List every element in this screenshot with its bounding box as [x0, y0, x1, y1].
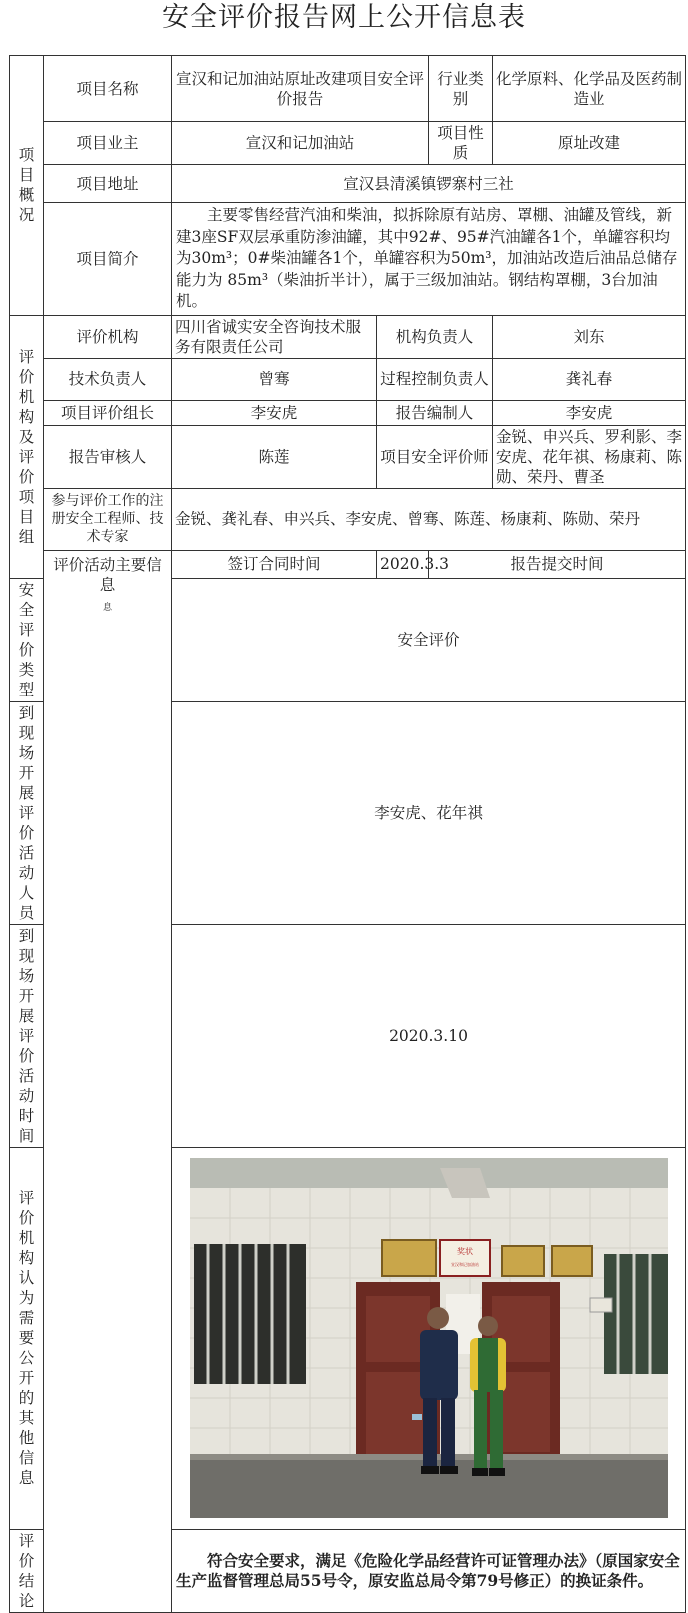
staff-label: 到现场开展评价活动人员: [10, 701, 44, 924]
reviewer-label: 报告审核人: [44, 425, 172, 488]
type-value: 安全评价: [172, 578, 686, 701]
leader-label: 项目评价组长: [44, 400, 172, 425]
project-name-value: 宣汉和记加油站原址改建项目安全评价报告: [172, 56, 429, 122]
industry-label: 行业类别: [429, 56, 493, 122]
submit-label: 报告提交时间: [429, 550, 686, 578]
nature-value: 原址改建: [493, 122, 686, 165]
process-label: 过程控制负责人: [377, 358, 493, 400]
info-table: [9, 55, 686, 1613]
head-value: 刘东: [493, 315, 686, 358]
staff-value: 李安虎、花年祺: [172, 701, 686, 924]
time-value: 2020.3.10: [172, 924, 686, 1147]
section-activity-small: 息: [102, 602, 112, 613]
time-label: 到现场开展评价活动时间: [10, 924, 44, 1147]
industry-value: 化学原料、化学品及医药制造业: [493, 56, 686, 122]
nature-label: 项目性质: [429, 122, 493, 165]
photo-cell: [172, 1147, 686, 1529]
contract-value: 2020.3.3: [377, 550, 429, 578]
address-label: 项目地址: [44, 165, 172, 203]
section-activity-text: 评价活动主要信息: [53, 555, 162, 594]
owner-label: 项目业主: [44, 122, 172, 165]
plaque-text: 奖状: [456, 1247, 473, 1256]
plaque-sub: 宣汉和记加油站: [450, 1262, 479, 1267]
owner-value: 宣汉和记加油站: [172, 122, 429, 165]
conclusion-label: 评价结论: [10, 1529, 44, 1612]
leader-value: 李安虎: [172, 400, 377, 425]
page-title: 安全评价报告网上公开信息表: [162, 2, 526, 33]
intro-label: 项目简介: [44, 203, 172, 316]
tech-value: 曾骞: [172, 358, 377, 400]
address-value: 宣汉县清溪镇锣寨村三社: [172, 165, 686, 203]
intro-value: 主要零售经营汽油和柴油，拟拆除原有站房、罩棚、油罐及管线，新建3座SF双层承重防渗油罐，其中92#、95#汽油罐各1个，单罐容积均为30m³；0#柴油罐各1个，单罐容积为50m³，加油站改造后油品总储存能力为 85m³（柴油折半计），属于三级加油站。钢结构罩棚，3台加油机。: [172, 203, 686, 316]
engineers-value: 金锐、龚礼春、申兴兵、李安虎、曾骞、陈莲、杨康莉、陈勋、荣丹: [172, 488, 686, 550]
process-value: 龚礼春: [493, 358, 686, 400]
evaluators-label: 项目安全评价师: [377, 425, 493, 488]
author-value: 李安虎: [493, 400, 686, 425]
contract-label: 签订合同时间: [172, 550, 377, 578]
type-label: 安全评价类型: [10, 578, 44, 701]
evaluators-value: 金锐、申兴兵、罗利影、李安虎、花年祺、杨康莉、陈勋、荣丹、曹圣: [493, 425, 686, 488]
agency-label: 评价机构: [44, 315, 172, 358]
section-overview: 项目概况: [10, 56, 44, 316]
head-label: 机构负责人: [377, 315, 493, 358]
author-label: 报告编制人: [377, 400, 493, 425]
other-label: 评价机构认为需要公开的其他信息: [10, 1147, 44, 1529]
tech-label: 技术负责人: [44, 358, 172, 400]
reviewer-value: 陈莲: [172, 425, 377, 488]
site-photo: [190, 1158, 668, 1518]
section-org: 评价机构及评价项目组: [10, 315, 44, 578]
engineers-label: 参与评价工作的注册安全工程师、技术专家: [44, 488, 172, 550]
conclusion-value: 符合安全要求，满足《危险化学品经营许可证管理办法》（原国家安全生产监督管理总局55号令，原安监总局令第79号修正）的换证条件。: [172, 1529, 686, 1612]
section-activity: [44, 550, 172, 1612]
agency-value: 四川省诚实安全咨询技术服务有限责任公司: [172, 315, 377, 358]
site-photo-drawing: [190, 1158, 668, 1518]
project-name-label: 项目名称: [44, 56, 172, 122]
